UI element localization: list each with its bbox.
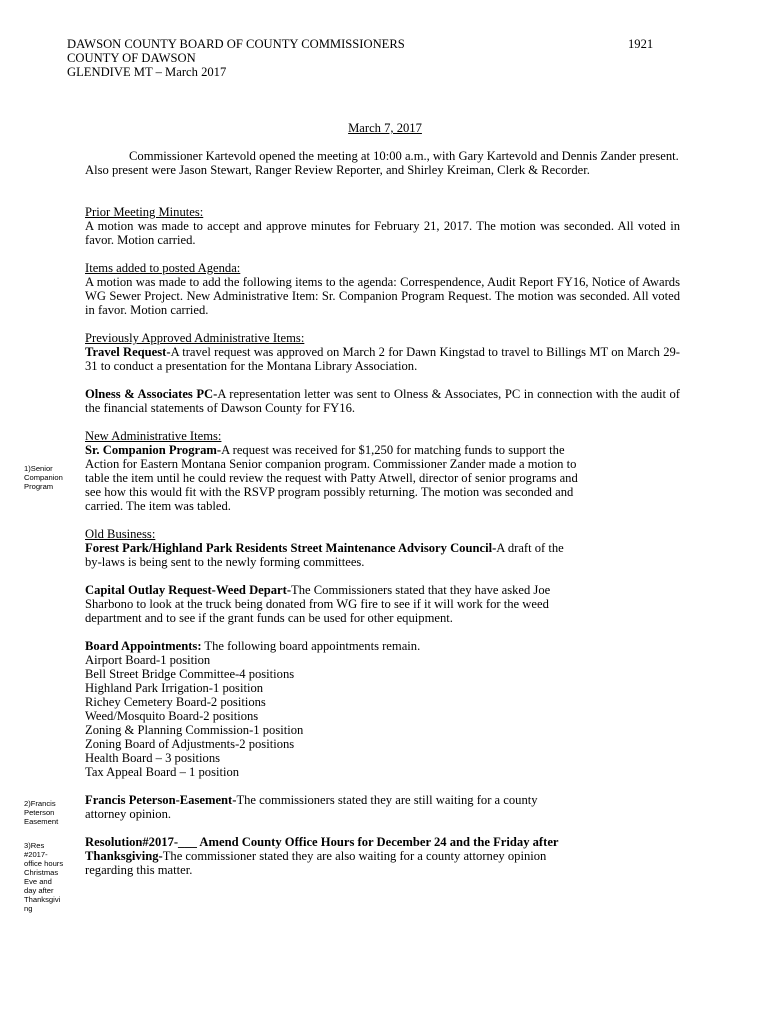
new-admin-heading: New Administrative Items: — [85, 429, 222, 443]
margin-note-senior-companion: 1)Senior Companion Program — [24, 464, 63, 491]
margin-note-francis-peterson: 2)Francis Peterson Easement — [24, 799, 59, 826]
previously-approved-heading: Previously Approved Administrative Items: — [85, 331, 305, 345]
header-line-county: COUNTY OF DAWSON — [67, 51, 196, 65]
easement-line-2: attorney opinion. — [85, 807, 172, 821]
olness-paragraph — [85, 387, 680, 415]
resolution-title: Resolution#2017-___ Amend County Office Hours for December 24 and the Friday after — [85, 835, 559, 849]
items-added-section — [85, 261, 680, 317]
previously-approved-section — [85, 331, 680, 373]
capital-outlay-title: Capital Outlay Request-Weed Depart- — [85, 583, 292, 597]
sr-companion-line-2: Action for Eastern Montana Senior companion program. Commissioner Zander made a motion to — [85, 457, 577, 471]
resolution-title-2: Thanksgiving- — [85, 849, 163, 863]
resolution-line-3: regarding this matter. — [85, 863, 193, 877]
travel-request-text: A travel request was approved on March 2 for Dawn Kingstad to travel to Billings MT on March 29-31 to conduct a presentation for the Montana Library Association. — [85, 345, 680, 373]
board-item: Bell Street Bridge Committee-4 positions — [85, 667, 295, 681]
items-added-heading: Items added to posted Agenda: — [85, 261, 241, 275]
sr-companion-line-5: carried. The item was tabled. — [85, 499, 231, 513]
capital-outlay-line-2: Sharbono to look at the truck being donated from WG fire to see if it will work for the weed — [85, 597, 549, 611]
olness-title: Olness & Associates PC- — [85, 387, 218, 401]
olness-text: A representation letter was sent to Olness & Associates, PC in connection with the audit of the financial statements of Dawson County for FY16. — [85, 387, 680, 415]
intro-text: Commissioner Kartevold opened the meeting at 10:00 a.m., with Gary Kartevold and Dennis Zander present. Also present were Jason Stewart, Ranger Review Reporter, and Shirley Kreiman, Clerk & Recorder. — [85, 149, 679, 177]
board-appointments-section — [85, 639, 680, 779]
prior-minutes-text: A motion was made to accept and approve minutes for February 21, 2017. The motion was seconded. All voted in favor. Motion carried. — [85, 219, 680, 247]
margin-note-resolution: 3)Res #2017- office hours Christmas Eve and day after Thanksgivi ng — [24, 841, 64, 913]
travel-request-title: Travel Request- — [85, 345, 171, 359]
meeting-date: March 7, 2017 — [348, 121, 422, 135]
sr-companion-line-3: table the item until he could review the request with Patty Atwell, director of senior programs and — [85, 471, 578, 485]
board-item: Richey Cemetery Board-2 positions — [85, 695, 266, 709]
easement-title: Francis Peterson-Easement- — [85, 793, 237, 807]
board-item: Weed/Mosquito Board-2 positions — [85, 709, 259, 723]
sr-companion-title: Sr. Companion Program- — [85, 443, 222, 457]
easement-paragraph: Francis Peterson-Easement-The commissioners stated they are still waiting for a county attorney opinion. — [85, 793, 680, 821]
travel-request-paragraph — [85, 345, 680, 373]
old-business-section — [85, 527, 680, 569]
board-item: Highland Park Irrigation-1 position — [85, 681, 264, 695]
document-header — [67, 37, 687, 79]
resolution-paragraph: Resolution#2017-___ Amend County Office Hours for December 24 and the Friday after Thanksgiving-The commissioner stated they are also waiting for a county attorney opinion regarding this matter. — [85, 835, 680, 877]
board-item: Tax Appeal Board – 1 position — [85, 765, 240, 779]
board-item: Health Board – 3 positions — [85, 751, 221, 765]
page-number: 1921 — [628, 37, 654, 51]
board-appointments-title: Board Appointments: — [85, 639, 202, 653]
board-item: Zoning & Planning Commission-1 position — [85, 723, 304, 737]
board-appointments-intro: The following board appointments remain. — [201, 639, 421, 653]
capital-outlay-paragraph: Capital Outlay Request-Weed Depart-The Commissioners stated that they have asked Joe Sharbono to look at the truck being donated from WG fire to see if it will work for the weed department and to see if the grant funds can be used for other equipment. — [85, 583, 680, 625]
capital-outlay-line-3: department and to see if the grant funds can be used for other equipment. — [85, 611, 453, 625]
header-line-board: DAWSON COUNTY BOARD OF COUNTY COMMISSIONERS — [67, 37, 405, 51]
board-item: Zoning Board of Adjustments-2 positions — [85, 737, 295, 751]
prior-minutes-section — [85, 205, 680, 247]
intro-paragraph — [85, 149, 680, 177]
old-business-heading: Old Business: — [85, 527, 156, 541]
prior-minutes-heading: Prior Meeting Minutes: — [85, 205, 204, 219]
forest-park-line-2: by-laws is being sent to the newly forming committees. — [85, 555, 365, 569]
board-item: Airport Board-1 position — [85, 653, 211, 667]
items-added-text: A motion was made to add the following items to the agenda: Correspendence, Audit Report FY16, Notice of Awards WG Sewer Project. New Administrative Item: Sr. Companion Program Request. The motion was seconded. All voted in favor. Motion carried. — [85, 275, 680, 317]
sr-companion-line-4: see how this would fit with the RSVP program possibly returning. The motion was seconded and — [85, 485, 574, 499]
forest-park-line-1: Forest Park/Highland Park Residents Street Maintenance Advisory Council-A draft of the — [85, 541, 564, 555]
forest-park-title: Forest Park/Highland Park Residents Street Maintenance Advisory Council- — [85, 541, 497, 555]
new-admin-section — [85, 429, 680, 513]
sr-companion-line-1: Sr. Companion Program-A request was received for $1,250 for matching funds to support the — [85, 443, 565, 457]
header-line-location: GLENDIVE MT – March 2017 — [67, 65, 227, 79]
